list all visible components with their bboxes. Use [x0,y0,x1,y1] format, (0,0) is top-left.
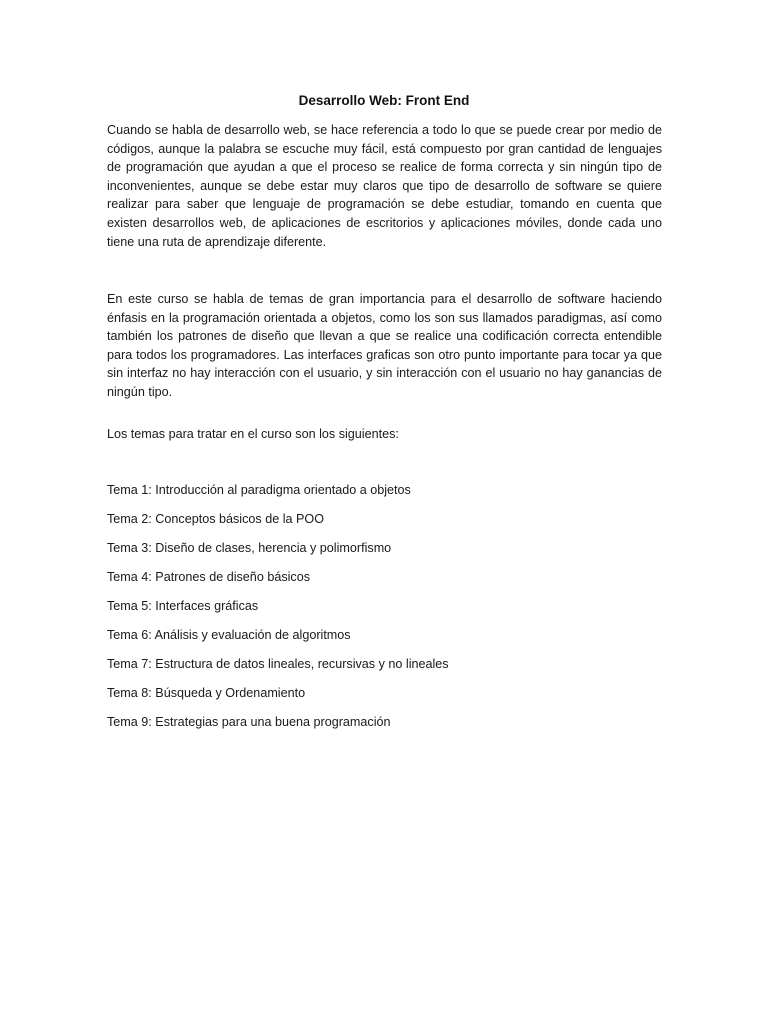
document-title: Desarrollo Web: Front End [298,93,470,108]
paragraph-course: En este curso se habla de temas de gran importancia para el desarrollo de software haciendo énfasis en la programación orientada a objetos, como los son sus llamados paradigmas, así como también los patrones de diseño que llevan a que se realice una codificación correcta entendible para todos los programadores. Las interfaces graficas son otro punto importante para tocar ya que sin interfaz no hay interacción con el usuario, y sin interacción con el usuario no hay ganancias de ningún tipo. [107,292,662,399]
topic-list [107,481,662,742]
topic-item: Tema 7: Estructura de datos lineales, recursivas y no lineales [107,657,449,671]
topic-item: Tema 8: Búsqueda y Ordenamiento [107,686,306,700]
topic-item: Tema 3: Diseño de clases, herencia y polimorfismo [107,541,392,555]
topic-item: Tema 6: Análisis y evaluación de algoritmos [107,628,351,642]
topic-item: Tema 4: Patrones de diseño básicos [107,570,311,584]
topic-item: Tema 1: Introducción al paradigma orientado a objetos [107,483,411,497]
topic-item: Tema 5: Interfaces gráficas [107,599,259,613]
topic-item: Tema 9: Estrategias para una buena programación [107,715,391,729]
paragraph-intro: Cuando se habla de desarrollo web, se hace referencia a todo lo que se puede crear por medio de códigos, aunque la palabra se escuche muy fácil, está compuesto por gran cantidad de lenguajes de programación que ayudan a que el proceso se realice de forma correcta y sin ningún tipo de inconvenientes, aunque se debe estar muy claros que tipo de desarrollo de software se quiere realizar para saber que lenguaje de programación se debe estudiar, tomando en cuenta que existen desarrollos web, de aplicaciones de escritorios y aplicaciones móviles, donde cada uno tiene una ruta de aprendizaje diferente. [107,123,662,249]
topic-item: Tema 2: Conceptos básicos de la POO [107,512,325,526]
topics-intro: Los temas para tratar en el curso son los siguientes: [107,427,399,441]
